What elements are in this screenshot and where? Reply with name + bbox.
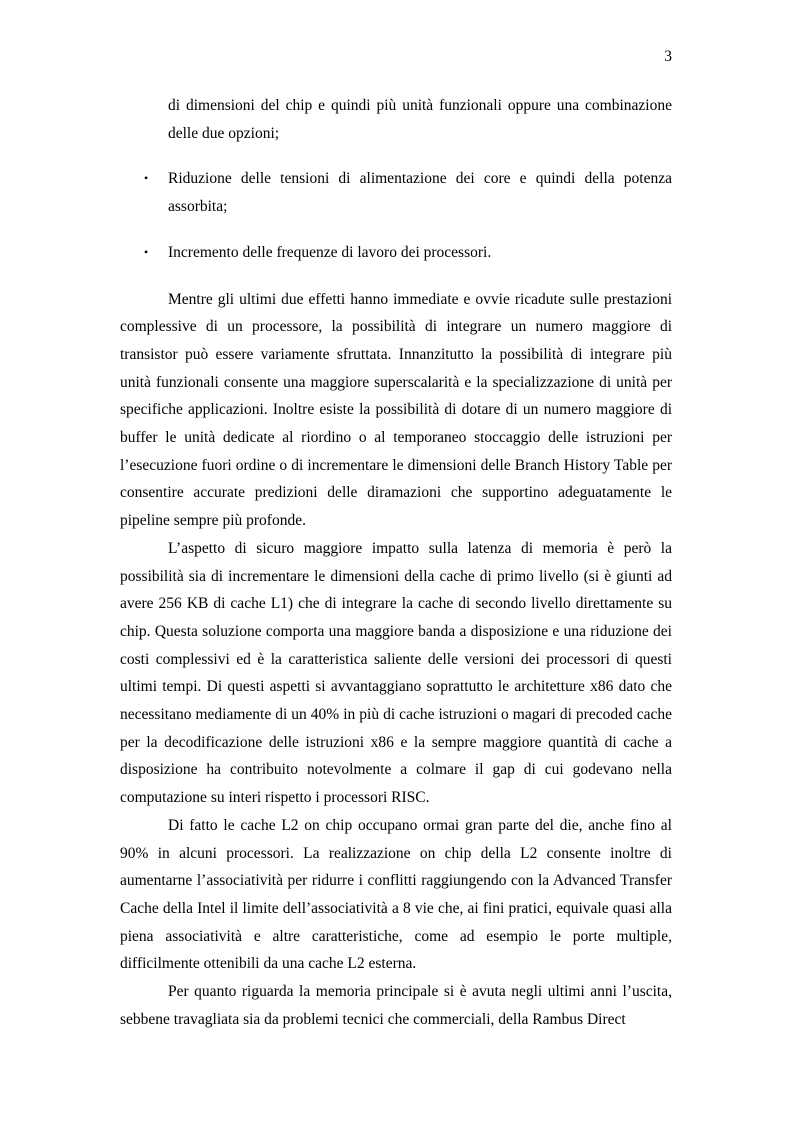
bullet-list — [120, 165, 672, 266]
bullet-text: Riduzione delle tensioni di alimentazione dei core e quindi della potenza assorbita; — [168, 170, 672, 216]
bullet-icon: • — [144, 171, 149, 186]
page-number: 3 — [664, 48, 672, 65]
page-body — [120, 92, 672, 1034]
paragraph: L’aspetto di sicuro maggiore impatto sulla latenza di memoria è però la possibilità sia di incrementare le dimensioni della cache di primo livello (si è giunti ad avere 256 KB di cache L1) che di integrare la cache di secondo livello direttamente su chip. Questa soluzione comporta una maggiore banda a disposizione e una riduzione dei costi complessivi ed è la caratteristica saliente delle versioni dei processori di questi ultimi tempi. Di questi aspetti si avvantaggiano soprattutto le architetture x86 dato che necessitano mediamente di un 40% in più di cache istruzioni o magari di precoded cache per la decodificazione delle istruzioni x86 e la sempre maggiore quantità di cache a disposizione ha contribuito notevolmente a colmare il gap di cui godevano nella computazione su interi rispetto i processori RISC. — [120, 539, 672, 807]
paragraph: Di fatto le cache L2 on chip occupano ormai gran parte del die, anche fino al 90% in alcuni processori. La realizzazione on chip della L2 consente inoltre di aumentarne l’associatività per ridurre i conflitti raggiungendo con la Advanced Transfer Cache della Intel il limite dell’associatività a 8 vie che, ai fini pratici, equivale quasi alla piena associatività e altre caratteristiche, come ad esempio le porte multiple, difficilmente ottenibili da una cache L2 esterna. — [120, 816, 672, 973]
bullet-text: Incremento delle frequenze di lavoro dei processori. — [168, 243, 492, 261]
paragraph: Mentre gli ultimi due effetti hanno immediate e ovvie ricadute sulle prestazioni complessive di un processore, la possibilità di integrare un numero maggiore di transistor può essere variamente sfruttata. Innanzitutto la possibilità di integrare più unità funzionali consente una maggiore superscalarità e la specializzazione di unità per specifiche applicazioni. Inoltre esiste la possibilità di dotare di un numero maggiore di buffer le unità dedicate al riordino o al temporaneo stoccaggio delle istruzioni per l’esecuzione fuori ordine o di incrementare le dimensioni delle Branch History Table per consentire accurate predizioni delle diramazioni che supportino adeguatamente le pipeline sempre più profonde. — [120, 290, 672, 530]
bullet-item — [120, 239, 672, 267]
continuation-text: di dimensioni del chip e quindi più unità funzionali oppure una combinazione delle due opzioni; — [168, 97, 672, 142]
bullet-icon: • — [144, 244, 149, 259]
paragraph: Per quanto riguarda la memoria principale si è avuta negli ultimi anni l’uscita, sebbene travagliata sia da problemi tecnici che commerciali, della Rambus Direct — [120, 983, 672, 1028]
bullet-item — [120, 165, 672, 220]
